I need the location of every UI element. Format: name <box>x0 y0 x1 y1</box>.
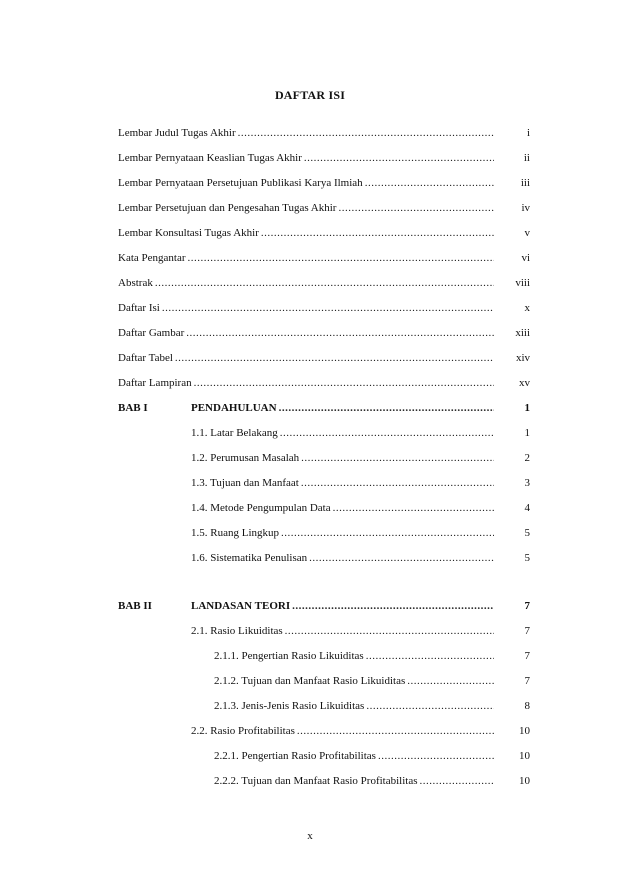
dot-leader <box>285 624 494 638</box>
subsection-entry[interactable] <box>214 674 530 688</box>
toc-entry-page: xiv <box>515 352 530 364</box>
dot-leader <box>281 526 494 540</box>
toc-entry[interactable] <box>118 226 530 240</box>
toc-entry-label: Daftar Tabel <box>118 352 173 364</box>
subsection-entry[interactable] <box>214 749 530 763</box>
section-entry[interactable] <box>191 724 530 738</box>
toc-entry-label: Daftar Gambar <box>118 327 185 339</box>
chapter-page: 7 <box>524 600 530 612</box>
toc-entry-page: i <box>526 127 530 139</box>
dot-leader <box>261 226 494 240</box>
toc-entry-label: Abstrak <box>118 277 153 289</box>
section-page: 10 <box>519 725 530 737</box>
dot-leader <box>304 151 494 165</box>
subsection-label: 2.2.2. Tujuan dan Manfaat Rasio Profitabilitas <box>214 775 418 787</box>
chapter-page: 1 <box>524 402 530 414</box>
dot-leader <box>162 301 494 315</box>
subsection-label: 2.1.2. Tujuan dan Manfaat Rasio Likuiditas <box>214 675 406 687</box>
subsection-page: 10 <box>519 750 530 762</box>
dot-leader <box>279 401 494 415</box>
section-entry[interactable] <box>191 426 530 440</box>
toc-entry[interactable] <box>118 201 530 215</box>
toc-entry[interactable] <box>118 151 530 165</box>
chapter-entry[interactable] <box>191 599 530 613</box>
section-page: 3 <box>524 477 530 489</box>
subsection-label: 2.1.3. Jenis-Jenis Rasio Likuiditas <box>214 700 365 712</box>
subsection-entry[interactable] <box>214 649 530 663</box>
section-label: 1.2. Perumusan Masalah <box>191 452 300 464</box>
section-page: 2 <box>524 452 530 464</box>
section-page: 4 <box>524 502 530 514</box>
toc-entry-label: Lembar Judul Tugas Akhir <box>118 127 236 139</box>
section-entry[interactable] <box>191 451 530 465</box>
toc-entry-page: x <box>524 302 530 314</box>
toc-entry[interactable] <box>118 251 530 265</box>
subsection-entry[interactable] <box>214 774 530 788</box>
toc-entry-page: iii <box>520 177 530 189</box>
toc-entry-page: v <box>524 227 530 239</box>
dot-leader <box>419 774 494 788</box>
toc-entry-label: Daftar Isi <box>118 302 160 314</box>
toc-entry-page: ii <box>523 152 530 164</box>
section-label: 1.6. Sistematika Penulisan <box>191 552 308 564</box>
section-entry[interactable] <box>191 624 530 638</box>
toc-entry[interactable] <box>118 276 530 290</box>
subsection-page: 10 <box>519 775 530 787</box>
dot-leader <box>297 724 494 738</box>
toc-entry[interactable] <box>118 301 530 315</box>
dot-leader <box>378 749 494 763</box>
toc-entry-label: Kata Pengantar <box>118 252 186 264</box>
dot-leader <box>301 451 494 465</box>
dot-leader <box>301 476 494 490</box>
toc-entry[interactable] <box>118 351 530 365</box>
toc-entry-page: xv <box>519 377 530 389</box>
dot-leader <box>188 251 495 265</box>
section-entry[interactable] <box>191 551 530 565</box>
page-title: DAFTAR ISI <box>274 88 346 102</box>
dot-leader <box>238 126 494 140</box>
dot-leader <box>366 649 494 663</box>
section-page: 5 <box>524 552 530 564</box>
dot-leader <box>333 501 494 515</box>
dot-leader <box>309 551 494 565</box>
subsection-label: 2.2.1. Pengertian Rasio Profitabilitas <box>214 750 376 762</box>
chapter-number: BAB II <box>118 600 152 612</box>
chapter-title: PENDAHULUAN <box>191 402 277 414</box>
toc-entry[interactable] <box>118 176 530 190</box>
toc-entry-label: Lembar Persetujuan dan Pengesahan Tugas Akhir <box>118 202 337 214</box>
chapter-number: BAB I <box>118 402 148 414</box>
dot-leader <box>365 176 494 190</box>
section-page: 7 <box>524 625 530 637</box>
dot-leader <box>366 699 494 713</box>
section-page: 1 <box>524 427 530 439</box>
dot-leader <box>338 201 494 215</box>
toc-entry-label: Lembar Pernyataan Keaslian Tugas Akhir <box>118 152 302 164</box>
subsection-page: 7 <box>524 675 530 687</box>
section-entry[interactable] <box>191 526 530 540</box>
section-label: 1.3. Tujuan dan Manfaat <box>191 477 299 489</box>
chapter-title: LANDASAN TEORI <box>191 600 291 612</box>
section-page: 5 <box>524 527 530 539</box>
dot-leader <box>280 426 494 440</box>
dot-leader <box>407 674 494 688</box>
section-label: 1.4. Metode Pengumpulan Data <box>191 502 331 514</box>
footer-page-number: x <box>307 830 313 842</box>
dot-leader <box>186 326 494 340</box>
toc-entry-label: Daftar Lampiran <box>118 377 192 389</box>
subsection-label: 2.1.1. Pengertian Rasio Likuiditas <box>214 650 364 662</box>
toc-entry-page: vi <box>521 252 530 264</box>
dot-leader <box>175 351 494 365</box>
toc-entry[interactable] <box>118 326 530 340</box>
toc-entry-page: xiii <box>515 327 530 339</box>
section-label: 1.5. Ruang Lingkup <box>191 527 279 539</box>
toc-entry-page: viii <box>515 277 530 289</box>
section-entry[interactable] <box>191 476 530 490</box>
section-label: 1.1. Latar Belakang <box>191 427 278 439</box>
subsection-entry[interactable] <box>214 699 530 713</box>
chapter-entry[interactable] <box>191 401 530 415</box>
subsection-page: 7 <box>524 650 530 662</box>
toc-entry[interactable] <box>118 126 530 140</box>
dot-leader <box>194 376 494 390</box>
toc-entry[interactable] <box>118 376 530 390</box>
section-label: 2.2. Rasio Profitabilitas <box>191 725 295 737</box>
toc-entry-label: Lembar Konsultasi Tugas Akhir <box>118 227 259 239</box>
dot-leader <box>155 276 494 290</box>
dot-leader <box>292 599 494 613</box>
section-label: 2.1. Rasio Likuiditas <box>191 625 283 637</box>
toc-entry-label: Lembar Pernyataan Persetujuan Publikasi Karya Ilmiah <box>118 177 363 189</box>
section-entry[interactable] <box>191 501 530 515</box>
toc-entry-page: iv <box>521 202 530 214</box>
subsection-page: 8 <box>524 700 530 712</box>
